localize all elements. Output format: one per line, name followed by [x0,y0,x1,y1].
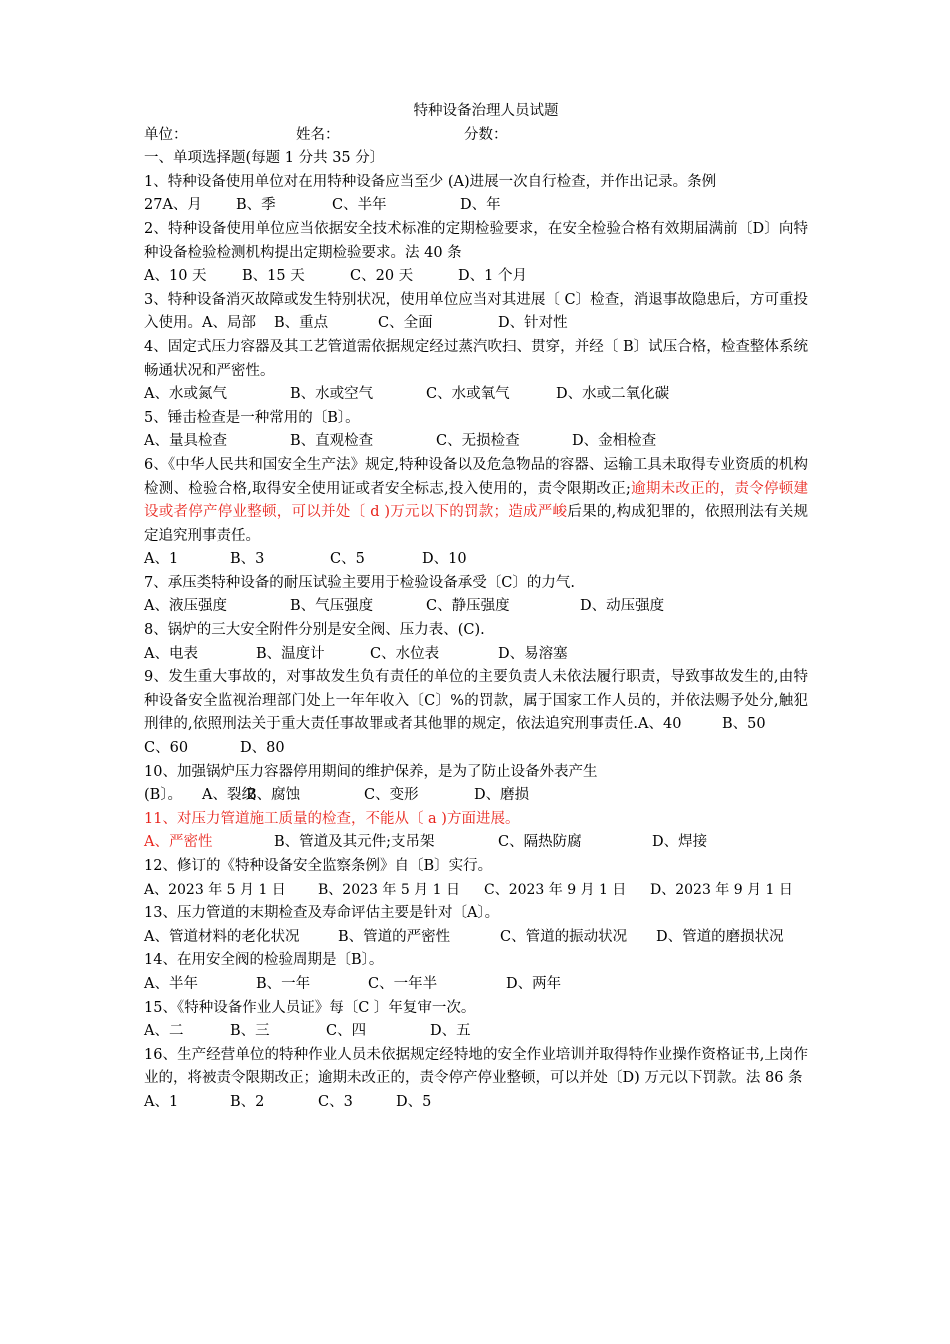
option-b: B、2023 年 5 月 1 日 [318,881,460,898]
question-3-text: 3、特种设备消灭故障或发生特别状况，使用单位应当对其进展〔 C〕检查，消退事故隐患后，方可重投入使用。 [144,291,808,332]
option-a: A、管道材料的老化状况 [144,928,300,945]
question-6 [144,454,808,548]
option-d: D、磨损 [474,787,530,804]
page-title: 特种设备治理人员试题 [413,103,559,119]
option-a: A、严密性 [144,834,213,851]
document-page [144,100,808,1115]
question-2-options [144,265,808,289]
section-heading: 一、单项选择题(每题 1 分共 35 分〕 [144,150,385,167]
question-1-options [144,194,808,218]
option-d: D、两年 [506,975,562,992]
question-5-options [144,430,808,454]
question-8: 8、锅炉的三大安全附件分别是安全阀、压力表、(C). [144,622,485,639]
question-6-text: 6、《中华人民共和国安全生产法》规定,特种设备以及危急物品的容器、运输工具未取得专业资质的机构检测、检验合格,取得安全使用证或者安全标志,投入使用的，责令限期改正; [144,456,808,497]
score-label: 分数： [464,126,508,143]
option-d: D、针对性 [498,315,568,332]
option-c: C、水位表 [370,645,440,662]
option-d: D、年 [460,197,501,214]
question-15-options [144,1020,808,1044]
option-d: D、管道的磨损状况 [656,928,784,945]
option-a: A、10 天 [144,268,207,285]
question-3 [144,289,808,336]
option-d: D、80 [240,740,285,757]
question-16: 16、生产经营单位的特种作业人员未依据规定经特地的安全作业培训并取得特作业操作资格证书,上岗作业的，将被责令限期改正；逾期未改正的，责令停产停业整顿，可以并处〔D) 万元以下罚款。法 86 条 [144,1046,808,1087]
option-d: D、5 [396,1093,432,1110]
option-c: C、水或氧气 [426,386,510,403]
option-a: A、量具检查 [144,433,227,450]
question-8-options [144,643,808,667]
option-b: B、温度计 [256,645,325,662]
question-16-options [144,1091,808,1115]
option-c: C、管道的振动状况 [500,928,628,945]
question-9-text: 9、发生重大事故的，对事故发生负有责任的单位的主要负责人未依法履行职责，导致事故发生的,由特种设备安全监视治理部门处上一年年收入〔C〕%的罚款，属于国家工作人员的，并依法赐予处分,触犯刑律的,依照刑法关于重大责任事故罪或者其他罪的规定，依法追究刑事责任. [144,669,808,733]
question-1: 1、特种设备使用单位对在用特种设备应当至少 (A)进展一次自行检查，并作出记录。条例 [144,173,717,190]
unit-label: 单位： [144,126,188,143]
question-10-answer: (B〕。 [144,787,183,804]
question-12-options [144,879,808,903]
question-12: 12、修订的《特种设备安全监察条例》自〔B〕实行。 [144,858,493,874]
option-a: A、液压强度 [144,598,227,615]
option-c: C、2023 年 9 月 1 日 [484,881,627,898]
option-b: B、水或空气 [290,386,374,403]
option-b: B、管道及其元件;支吊架 [274,834,435,851]
option-b: B、3 [230,551,265,568]
option-b: B、15 天 [242,268,305,285]
option-a: A、二 [144,1023,184,1040]
option-c: C、全面 [378,315,433,332]
question-2: 2、特种设备使用单位应当依据安全技术标准的定期检验要求，在安全检验合格有效期届满前〔D〕向特种设备检验检测机构提出定期检验要求。法 40 条 [144,220,808,261]
name-label: 姓名： [296,126,340,143]
question-4-options [144,383,808,407]
option-b: B、管道的严密性 [338,928,451,945]
option-c: C、5 [330,551,365,568]
option-d: D、水或二氧化碳 [556,386,670,403]
option-d: D、1 个月 [458,268,527,285]
option-c: C、变形 [364,787,419,804]
option-b: B、季 [236,197,276,214]
option-a: A、1 [144,1093,179,1110]
question-11: 11、对压力管道施工质量的检查，不能从〔 a )方面进展。 [144,810,520,827]
option-b: B、50 [722,716,766,733]
question-10-options: (B〕。 A、裂纹 B、腐蚀 C、变形 D、磨损 [144,784,808,808]
option-a: A、40 [638,716,682,733]
option-b: B、直观检查 [290,433,374,450]
option-a: 27A、月 [144,197,202,214]
header-fields [144,124,808,148]
option-b: B、三 [230,1023,270,1040]
option-c: C、隔热防腐 [498,834,582,851]
question-10: 10、加强锅炉压力容器停用期间的维护保养，是为了防止设备外表产生 [144,763,598,780]
option-d: D、金相检查 [572,433,657,450]
option-d: D、焊接 [652,834,708,851]
option-b: B、腐蚀 [246,787,301,804]
question-13-options [144,926,808,950]
option-a: A、1 [144,551,179,568]
option-b: B、2 [230,1093,265,1110]
question-9 [144,666,808,760]
option-c: C、半年 [332,197,387,214]
option-c: C、一年半 [368,975,438,992]
option-d: D、易溶塞 [498,645,568,662]
option-a: A、局部 [202,315,256,332]
option-a: A、2023 年 5 月 1 日 [144,881,286,898]
question-13: 13、压力管道的末期检查及寿命评估主要是针对〔A〕。 [144,905,500,922]
option-d: D、五 [430,1023,471,1040]
question-6-tail: 后果的,构成犯罪的，依照刑法有关规定追究刑事责任。 [144,504,809,544]
option-d: D、动压强度 [580,598,665,615]
question-15: 15、《特种设备作业人员证》每〔C 〕年复审一次。 [144,999,476,1016]
question-4: 4、固定式压力容器及其工艺管道需依据规定经过蒸汽吹扫、贯穿，并经〔 B〕试压合格，检查整体系统畅通状况和严密性。 [144,338,808,379]
question-7: 7、承压类特种设备的耐压试验主要用于检验设备承受〔C〕的力气. [144,574,575,591]
option-b: B、一年 [256,975,311,992]
question-14-options [144,973,808,997]
option-c: C、3 [318,1093,353,1110]
option-a: A、水或氮气 [144,386,227,403]
option-c: C、60 [144,740,189,757]
question-6-options [144,548,808,572]
question-7-options [144,595,808,619]
option-c: C、20 天 [350,268,414,285]
question-14: 14、在用安全阀的检验周期是〔B〕。 [144,952,384,969]
question-11-options [144,831,808,855]
question-5: 5、锤击检查是一种常用的〔B〕。 [144,409,360,426]
option-c: C、四 [326,1023,367,1040]
option-d: D、2023 年 9 月 1 日 [650,881,793,898]
option-a: A、半年 [144,975,198,992]
option-b: B、气压强度 [290,598,374,615]
option-b: B、重点 [274,315,329,332]
option-c: C、无损检查 [436,433,520,450]
option-d: D、10 [422,551,467,568]
option-a: A、电表 [144,645,198,662]
option-c: C、静压强度 [426,598,510,615]
question-6-highlight: 逾期未改正的，责令停顿建设或者停产停业整顿，可以并处〔 d )万元以下的罚款；造成严峻 [144,480,808,521]
